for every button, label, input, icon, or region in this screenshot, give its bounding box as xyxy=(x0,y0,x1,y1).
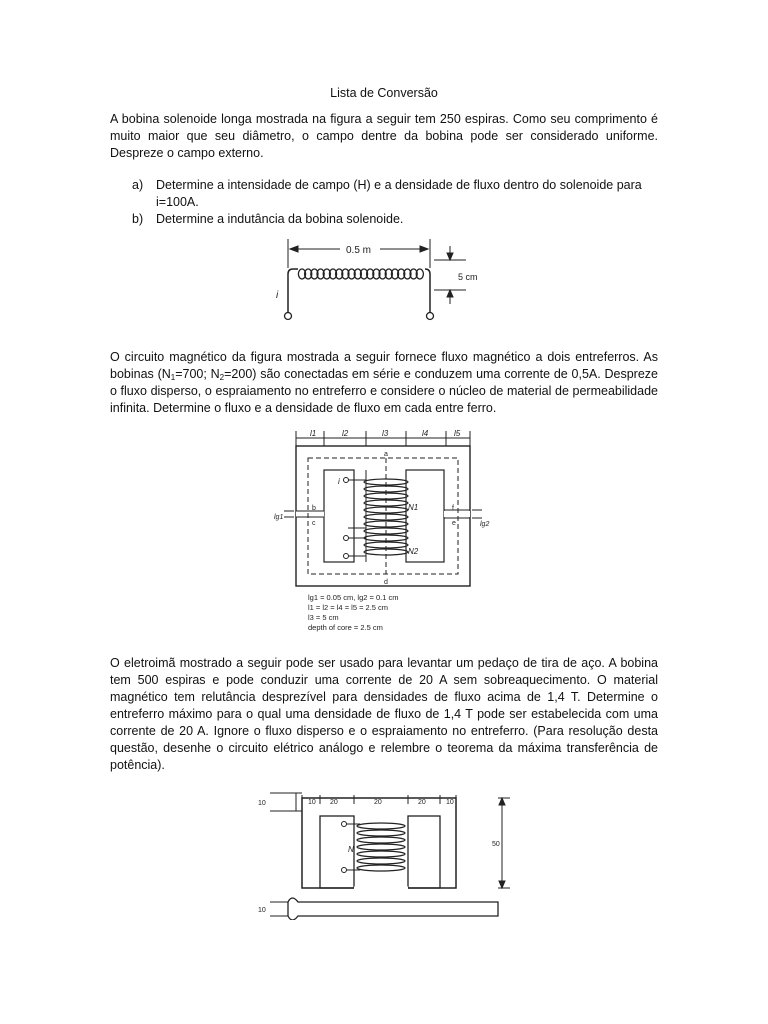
dim-l5: l5 xyxy=(454,429,461,438)
item-label: b) xyxy=(132,212,144,226)
dim-l3: l3 xyxy=(382,429,389,438)
dim-10: 10 xyxy=(308,799,316,806)
coil-turn xyxy=(357,830,405,836)
question-3-text: O eletroimã mostrado a seguir pode ser usado para levantar um pedaço de tira de aço. A bobina tem 500 espiras e pode conduzir uma corrente de 20 A sem sobreaquecimento. O material magnético tem relutância desprezível para densidades de fluxo acima de 1,4 T. Determine o entreferro máximo para o qual uma densidade de fluxo de 1,4 T pode ser estabelecida com uma corrente de 20 A. Ignore o fluxo disperso e o espraiamento no entreferro. (Para resolução desta questão, desenhe o circuito elétrico análogo e relembre o teorema da máxima transferência de potência). xyxy=(110,656,658,772)
current-label: i xyxy=(338,477,340,486)
electromagnet-figure xyxy=(252,790,512,920)
question-2-text xyxy=(110,349,658,417)
point-f: f xyxy=(452,505,454,512)
q2-text-part: =700; N xyxy=(175,367,220,381)
coil-turn xyxy=(357,851,405,857)
dim-l4: l4 xyxy=(422,429,429,438)
point-b: b xyxy=(312,505,316,512)
figure-note: lg1 = 0.05 cm, lg2 = 0.1 cm xyxy=(308,593,399,602)
q2-text-part: O circuito magnético da figura mostrada a seguir fornece fluxo magnético a dois entreferros. As bobinas (N xyxy=(110,350,658,381)
point-e: e xyxy=(452,520,456,527)
question-1-item-a xyxy=(110,177,658,211)
item-text: Determine a indutância da bobina solenoide. xyxy=(156,212,404,226)
q2-subscript: 1 xyxy=(170,373,176,382)
coil-turn xyxy=(357,837,405,843)
dim-l1: l1 xyxy=(310,429,317,438)
figure-note: l3 = 5 cm xyxy=(308,613,339,622)
solenoid-diameter-label: 5 cm xyxy=(458,272,478,282)
page-title: Lista de Conversão xyxy=(330,86,438,100)
coil-turn xyxy=(357,865,405,871)
q2-subscript: 2 xyxy=(219,373,225,382)
coil-n2-label: N2 xyxy=(408,547,419,556)
item-text: Determine a intensidade de campo (H) e a densidade de fluxo dentro do solenoide para i=100A. xyxy=(156,178,642,209)
dim-20: 20 xyxy=(374,799,382,806)
figure-note: depth of core = 2.5 cm xyxy=(308,623,383,632)
solenoid-length-label: 0.5 m xyxy=(346,245,372,256)
coil-turn xyxy=(357,858,405,864)
dim-20: 20 xyxy=(418,799,426,806)
question-1-item-b xyxy=(110,211,658,228)
figure-note: l1 = l2 = l4 = l5 = 2.5 cm xyxy=(308,603,389,612)
coil-n1-label: N1 xyxy=(408,503,419,512)
point-d: d xyxy=(384,579,388,586)
magnetic-circuit-figure xyxy=(268,428,508,642)
dim-top-left: 10 xyxy=(258,800,266,807)
dim-20: 20 xyxy=(330,799,338,806)
q2-text-part: =200) são conectadas em série e conduzem uma corrente de 0,5A. Despreze o fluxo disperso, o espraiamento no entreferro e considere o núcleo de material de permeabilidade infinita. Determine o fluxo e a densidade de fluxo em cada entre ferro. xyxy=(110,367,658,415)
gap-1-label: lg1 xyxy=(274,514,284,521)
dim-bottom: 10 xyxy=(258,907,266,914)
dim-l2: l2 xyxy=(342,429,349,438)
coil-turn xyxy=(357,823,405,829)
point-c: c xyxy=(312,520,316,527)
point-a: a xyxy=(384,451,388,458)
coil-turn xyxy=(357,844,405,850)
solenoid-current-label: i xyxy=(276,290,279,301)
item-label: a) xyxy=(132,178,144,192)
coil-label: N xyxy=(348,845,354,854)
dim-10: 10 xyxy=(446,799,454,806)
gap-2-label: lg2 xyxy=(480,521,490,528)
dim-height: 50 xyxy=(492,841,500,848)
solenoid-figure xyxy=(268,236,498,328)
question-1-text: A bobina solenoide longa mostrada na figura a seguir tem 250 espiras. Como seu comprimento é muito maior que seu diâmetro, o campo dentre da bobina pode ser considerado uniforme. Despreze o campo externo. xyxy=(110,112,658,160)
